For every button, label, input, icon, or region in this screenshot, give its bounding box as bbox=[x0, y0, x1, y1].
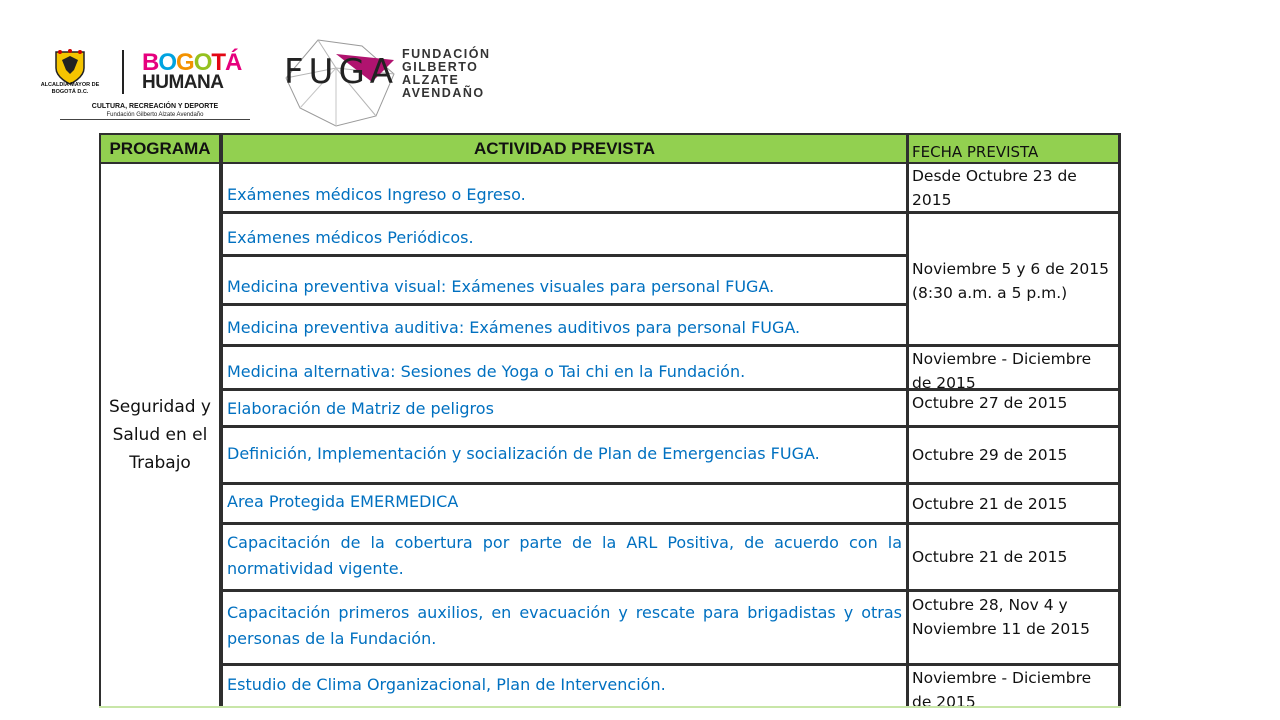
activity-cell: Exámenes médicos Ingreso o Egreso. bbox=[223, 164, 906, 211]
fuga-wordmark: FUGA bbox=[284, 52, 399, 92]
fecha-cell: Noviembre 5 y 6 de 2015 (8:30 a.m. a 5 p.m.) bbox=[909, 214, 1118, 344]
coat-of-arms-icon bbox=[52, 48, 88, 86]
activity-cell: Medicina alternativa: Sesiones de Yoga o Tai chi en la Fundación. bbox=[223, 347, 906, 388]
logo-underline bbox=[60, 119, 250, 120]
alcaldia-label: ALCALDÍA MAYOR DE BOGOTÁ D.C. bbox=[40, 82, 100, 95]
fecha-cell: Octubre 27 de 2015 bbox=[909, 391, 1118, 425]
fecha-cell: Octubre 28, Nov 4 y Noviembre 11 de 2015 bbox=[909, 592, 1118, 663]
activity-cell: Estudio de Clima Organizacional, Plan de Intervención. bbox=[223, 666, 906, 706]
activities-table bbox=[99, 133, 1121, 708]
activity-cell: Elaboración de Matriz de peligros bbox=[223, 391, 906, 425]
fecha-cell: Octubre 21 de 2015 bbox=[909, 485, 1118, 522]
bogota-letter: T bbox=[211, 49, 226, 76]
activity-cell: Capacitación primeros auxilios, en evacuación y rescate para brigadistas y otras personas de la Fundación. bbox=[223, 592, 906, 663]
fecha-cell: Octubre 29 de 2015 bbox=[909, 428, 1118, 482]
fuga-line: GILBERTO bbox=[402, 60, 479, 74]
fundacion-small-label: Fundación Gilberto Alzate Avendaño bbox=[106, 112, 204, 118]
bogota-letter: G bbox=[176, 49, 194, 76]
bogota-letter: Á bbox=[225, 49, 242, 76]
fuga-line: AVENDAÑO bbox=[402, 86, 485, 100]
activity-cell: Capacitación de la cobertura por parte de la ARL Positiva, de acuerdo con la normatividad vigente. bbox=[223, 525, 906, 589]
activity-cell: Medicina preventiva auditiva: Exámenes auditivos para personal FUGA. bbox=[223, 306, 906, 344]
bogota-letter: O bbox=[158, 49, 177, 76]
humana-wordmark: HUMANA bbox=[142, 72, 224, 93]
activity-cell: Area Protegida EMERMEDICA bbox=[223, 485, 906, 522]
fecha-cell: Noviembre - Diciembre de 2015 bbox=[909, 666, 1118, 706]
bogota-humana-logo bbox=[38, 46, 244, 122]
bogota-letter: O bbox=[193, 49, 212, 76]
logo-divider bbox=[122, 50, 124, 94]
header-fecha: FECHA PREVISTA bbox=[909, 135, 1118, 162]
fuga-line: ALZATE bbox=[402, 73, 460, 87]
fecha-cell: Noviembre - Diciembre de 2015 bbox=[909, 347, 1118, 388]
fecha-cell: Desde Octubre 23 de 2015 bbox=[909, 164, 1118, 211]
fuga-logo bbox=[282, 38, 512, 128]
table-bottom-accent bbox=[99, 706, 1121, 708]
programa-label: Seguridad y Salud en el Trabajo bbox=[109, 397, 211, 473]
programa-cell bbox=[101, 164, 219, 706]
header-actividad: ACTIVIDAD PREVISTA bbox=[223, 135, 906, 162]
fuga-line: FUNDACIÓN bbox=[402, 47, 491, 61]
activity-cell: Definición, Implementación y socialización de Plan de Emergencias FUGA. bbox=[223, 428, 906, 482]
fuga-name-block bbox=[402, 48, 491, 100]
activity-cell: Exámenes médicos Periódicos. bbox=[223, 214, 906, 254]
cultura-label: CULTURA, RECREACIÓN Y DEPORTE bbox=[91, 103, 219, 110]
bogota-letter: B bbox=[142, 49, 159, 76]
header-programa: PROGRAMA bbox=[101, 135, 219, 162]
fecha-cell: Octubre 21 de 2015 bbox=[909, 525, 1118, 589]
activity-cell: Medicina preventiva visual: Exámenes visuales para personal FUGA. bbox=[223, 257, 906, 303]
